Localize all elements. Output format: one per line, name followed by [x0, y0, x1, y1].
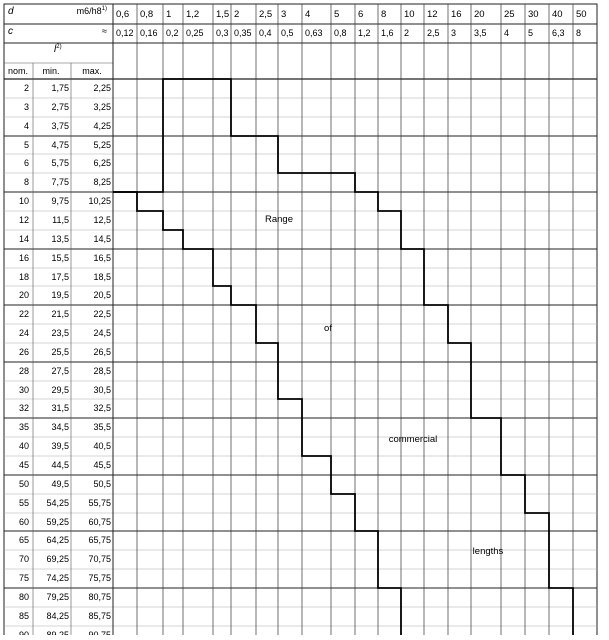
min-length: 31,5	[51, 403, 69, 413]
diameter-value: 20	[474, 9, 485, 20]
min-length: 5,75	[51, 158, 69, 168]
chamfer-value: 3	[451, 28, 457, 38]
nominal-length: 2	[23, 83, 29, 93]
tolerance-footnote: 1)	[101, 6, 107, 12]
chamfer-value: 2	[404, 28, 410, 38]
range-labels	[265, 214, 504, 557]
chamfer-value: 0,63	[305, 28, 323, 38]
max-length: 2,25	[93, 83, 111, 93]
min-length: 84,25	[46, 611, 69, 621]
min-length: 34,5	[51, 422, 69, 432]
diameter-value: 2,5	[259, 9, 273, 20]
min-length: 3,75	[51, 121, 69, 131]
min-length: 11,5	[52, 215, 69, 225]
chamfer-value: 0,35	[234, 28, 252, 38]
chamfer-value: 0,3	[216, 28, 229, 38]
min-length: 29,5	[51, 385, 69, 395]
nom-column-header: nom.	[7, 66, 29, 76]
diameter-value: 50	[576, 9, 587, 20]
max-length: 85,75	[88, 611, 111, 621]
min-length: 17,5	[51, 272, 69, 282]
range-label: of	[324, 323, 332, 334]
max-length: 24,5	[93, 328, 111, 338]
chamfer-value: 0,12	[116, 28, 134, 38]
range-label: Range	[265, 214, 293, 225]
max-length: 10,25	[88, 196, 111, 206]
diameter-value: 10	[404, 9, 415, 20]
nominal-length: 12	[18, 215, 29, 225]
max-length: 60,75	[88, 517, 111, 527]
diameter-value: 16	[451, 9, 462, 20]
range-label: commercial	[388, 434, 438, 445]
l-label	[54, 44, 62, 55]
min-length: 79,25	[46, 592, 69, 602]
diameter-value: 1,5	[216, 9, 230, 20]
nominal-length: 24	[18, 328, 29, 338]
min-length: 21,5	[51, 309, 69, 319]
diameter-value: 40	[552, 9, 563, 20]
chamfer-value: 4	[504, 28, 510, 38]
tolerance-text: m6/h8	[76, 6, 102, 16]
c-label: c	[8, 26, 13, 37]
chamfer-value: 1,6	[381, 28, 394, 38]
nominal-length: 8	[23, 177, 29, 187]
min-length: 15,5	[51, 253, 69, 263]
min-length: 19,5	[51, 290, 69, 300]
diameter-value: 2	[234, 9, 240, 20]
chamfer-value: 8	[576, 28, 582, 38]
table-cells	[19, 9, 587, 635]
min-length: 69,25	[46, 554, 69, 564]
nominal-length: 70	[18, 554, 29, 564]
nominal-length: 65	[18, 535, 29, 545]
max-length: 12,5	[93, 215, 111, 225]
max-column-header: max.	[82, 66, 102, 76]
nominal-length: 3	[23, 102, 29, 112]
max-length: 55,75	[88, 498, 111, 508]
min-length: 44,5	[51, 460, 69, 470]
max-length: 14,5	[93, 234, 111, 244]
diameter-value: 6	[358, 9, 364, 20]
max-length: 32,5	[93, 403, 111, 413]
l-footnote: 2)	[56, 44, 62, 50]
nominal-length: 22	[18, 309, 29, 319]
min-length: 74,25	[46, 573, 69, 583]
d-label: d	[8, 6, 14, 17]
nominal-length: 4	[23, 121, 29, 131]
min-column-header: min.	[42, 66, 60, 76]
chamfer-value: 2,5	[427, 28, 440, 38]
max-length: 4,25	[93, 121, 111, 131]
min-length: 64,25	[46, 535, 69, 545]
max-length: 16,5	[93, 253, 111, 263]
chamfer-value: 1,2	[358, 28, 371, 38]
diameter-value: 1	[166, 9, 172, 20]
diameter-value: 12	[427, 9, 438, 20]
chamfer-value: 6,3	[552, 28, 565, 38]
min-length: 2,75	[51, 102, 69, 112]
chamfer-value: 0,2	[166, 28, 179, 38]
nominal-length: 10	[18, 196, 29, 206]
range-label: lengths	[472, 546, 504, 557]
max-length: 18,5	[93, 272, 111, 282]
nominal-length: 32	[18, 403, 29, 413]
diameter-value: 3	[281, 9, 287, 20]
nominal-length: 28	[18, 366, 29, 376]
max-length: 28,5	[93, 366, 111, 376]
max-length: 40,5	[93, 441, 111, 451]
chamfer-value: 5	[528, 28, 534, 38]
max-length: 75,75	[88, 573, 111, 583]
nominal-length: 60	[18, 517, 29, 527]
chamfer-value: 3,5	[474, 28, 487, 38]
min-length: 54,25	[46, 498, 69, 508]
chamfer-value: 0,25	[186, 28, 204, 38]
max-length: 22,5	[93, 309, 111, 319]
nominal-length: 14	[18, 234, 29, 244]
nominal-length: 90	[18, 630, 29, 635]
min-length: 89,25	[46, 630, 69, 635]
min-length: 1,75	[51, 83, 69, 93]
chamfer-value: 0,5	[281, 28, 294, 38]
min-length: 59,25	[46, 517, 69, 527]
max-length: 26,5	[93, 347, 111, 357]
nominal-length: 6	[23, 158, 29, 168]
max-length: 65,75	[88, 535, 111, 545]
min-length: 7,75	[51, 177, 69, 187]
nominal-length: 18	[18, 272, 29, 282]
diameter-value: 1,2	[186, 9, 200, 20]
tolerance-label	[77, 6, 107, 16]
nominal-length: 80	[18, 592, 29, 602]
max-length: 50,5	[93, 479, 111, 489]
min-length: 4,75	[51, 140, 69, 150]
max-length: 6,25	[93, 158, 111, 168]
max-length: 35,5	[93, 422, 111, 432]
min-length: 25,5	[51, 347, 69, 357]
diameter-value: 0,8	[140, 9, 154, 20]
min-length: 13,5	[51, 234, 69, 244]
min-length: 9,75	[51, 196, 69, 206]
nominal-length: 75	[18, 573, 29, 583]
nominal-length: 35	[18, 422, 29, 432]
min-length: 23,5	[51, 328, 69, 338]
nominal-length: 26	[18, 347, 29, 357]
max-length: 90,75	[88, 630, 111, 635]
diameter-value: 0,6	[116, 9, 130, 20]
diameter-value: 25	[504, 9, 515, 20]
diameter-value: 8	[381, 9, 387, 20]
max-length: 45,5	[93, 460, 111, 470]
nominal-length: 55	[18, 498, 29, 508]
diameter-value: 30	[528, 9, 539, 20]
nominal-length: 40	[18, 441, 29, 451]
table-header	[8, 6, 107, 76]
nominal-length: 30	[18, 385, 29, 395]
nominal-length: 16	[18, 253, 29, 263]
chamfer-value: 0,16	[140, 28, 158, 38]
nominal-length: 5	[23, 140, 29, 150]
min-length: 49,5	[51, 479, 69, 489]
max-length: 8,25	[93, 177, 111, 187]
c-approx-symbol: ≈	[102, 26, 107, 36]
nominal-length: 20	[18, 290, 29, 300]
max-length: 20,5	[93, 290, 111, 300]
max-length: 70,75	[88, 554, 111, 564]
max-length: 3,25	[93, 102, 111, 112]
min-length: 27,5	[51, 366, 69, 376]
max-length: 30,5	[93, 385, 111, 395]
nominal-length: 50	[18, 479, 29, 489]
nominal-length: 85	[18, 611, 29, 621]
diameter-value: 5	[334, 9, 340, 20]
l-text: l	[54, 44, 57, 55]
chamfer-value: 0,8	[334, 28, 347, 38]
max-length: 5,25	[93, 140, 111, 150]
nominal-length: 45	[18, 460, 29, 470]
max-length: 80,75	[88, 592, 111, 602]
chamfer-value: 0,4	[259, 28, 272, 38]
diameter-value: 4	[305, 9, 311, 20]
min-length: 39,5	[51, 441, 69, 451]
